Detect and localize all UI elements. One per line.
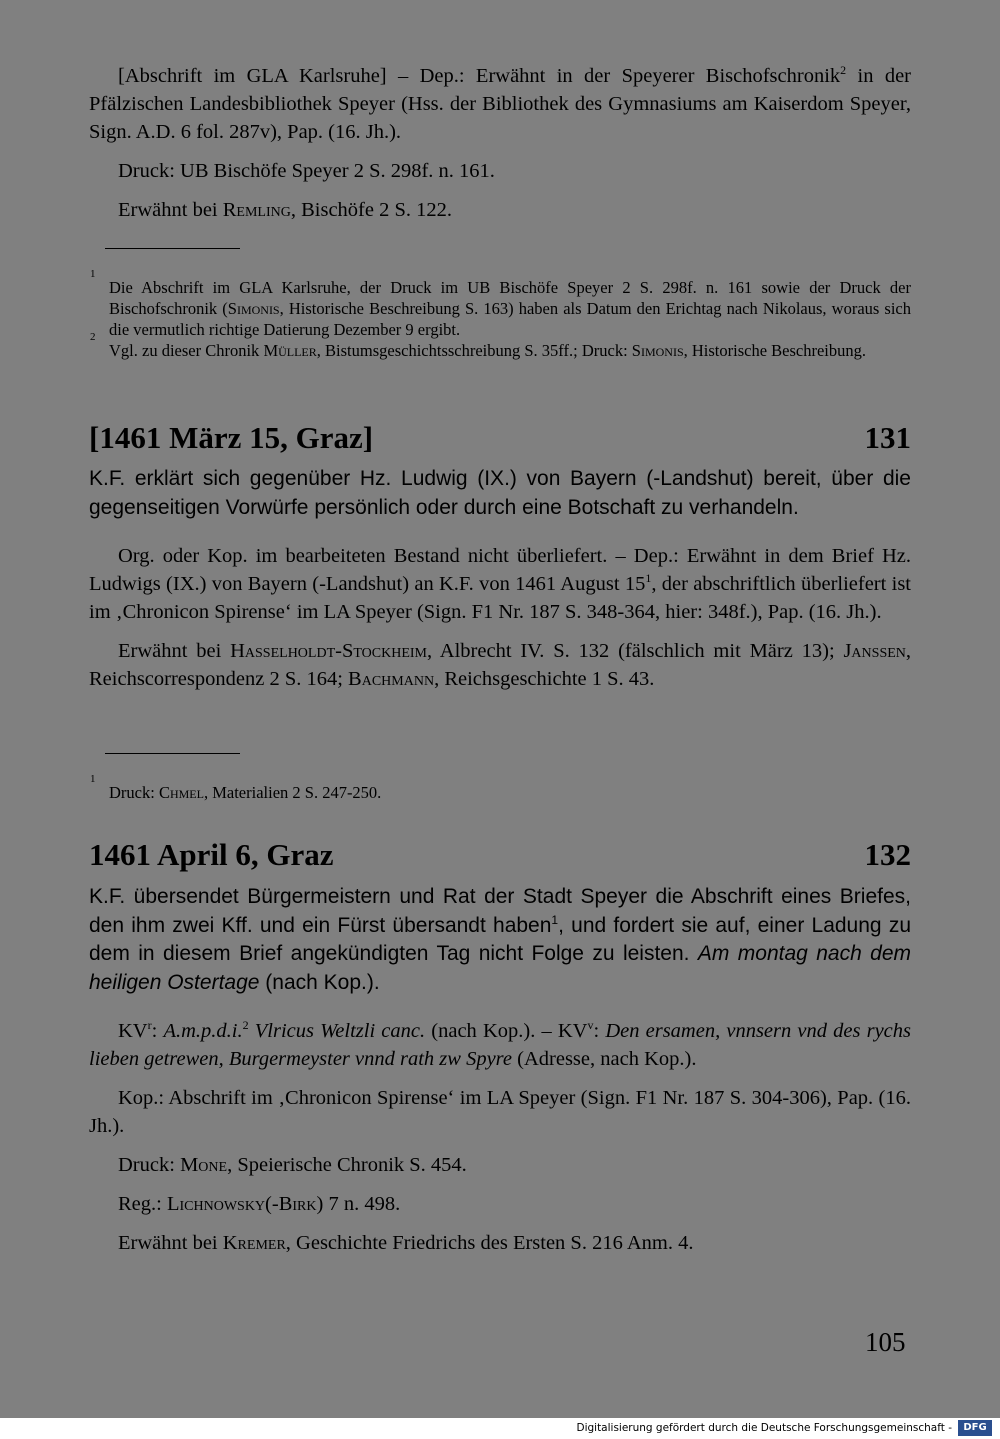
- archive-paragraph: [Abschrift im GLA Karlsruhe] – Dep.: Erwähnt in der Speyerer Bischofschronik$^2$ in der Pfälzischen Landesbibliothek Speyer (Hss. der Bibliothek des Gymnasiums am Kaiserdom Speyer, Sign. A.D. 6 fol. 287v), Pap. (16. Jh.).: [89, 63, 911, 143]
- entry-131-date: [1461 März 15, Graz]: [89, 420, 374, 455]
- druck-line: Druck: UB Bischöfe Speyer 2 S. 298f. n. 161.: [118, 160, 495, 182]
- footnote-1: 1 Druck: Chmel, Materialien 2 S. 247-250.: [90, 773, 382, 802]
- footnote-1: 1 Die Abschrift im GLA Karlsruhe, der Druck im UB Bischöfe Speyer 2 S. 298f. n. 161 sowie der Druck der Bischofschronik (Simonis, Historische Beschreibung S. 163) haben als Datum den Erichtag nach Nikolaus, woraus sich die vermutlich richtige Datierung Dezember 9 ergibt.: [90, 268, 911, 339]
- entry-132-number: 132: [864, 837, 911, 872]
- entry-131-tradition: Org. oder Kop. im bearbeiteten Bestand nicht überliefert. – Dep.: Erwähnt in dem Brief Hz. Ludwigs (IX.) von Bayern (-Landshut) an K.F. von 1461 August $15^1$, der abschriftlich überliefert ist im ‚Chronicon Spirense‘ im LA Speyer (Sign. F1 Nr. 187 S. 348-364, hier: 348f.), Pap. (16. Jh.).: [89, 545, 911, 623]
- entry-132-heading: [89, 837, 911, 873]
- dfg-logo: DFG: [958, 1420, 992, 1436]
- entry-132-literature: Erwähnt bei Kremer, Geschichte Friedrichs des Ersten S. 216 Anm. 4.: [118, 1232, 694, 1254]
- entry-131-number: 131: [864, 420, 911, 455]
- entry-131-footnote: [89, 773, 911, 803]
- footer-bar: [0, 1418, 1000, 1439]
- entry-132-reg: Reg.: Lichnowsky(-Birk) 7 n. 498.: [118, 1193, 401, 1215]
- footnote-divider: [105, 753, 240, 754]
- footnote-divider: [105, 248, 240, 249]
- continuation-text: [89, 62, 911, 224]
- entry-132-kop: Kop.: Abschrift im ‚Chronicon Spirense‘ im LA Speyer (Sign. F1 Nr. 187 S. 304-306), Pap. (16. Jh.).: [89, 1087, 911, 1137]
- entry-131-body: [89, 465, 911, 693]
- page-number: 105: [865, 1327, 906, 1357]
- erwaehnt-line: Erwähnt bei Remling, Bischöfe 2 S. 122.: [118, 199, 453, 221]
- entry-131-summary: K.F. erklärt sich gegenüber Hz. Ludwig (IX.) von Bayern (-Landshut) bereit, über die gegenseitigen Vorwürfe persönlich oder durch eine Botschaft zu verhandeln.: [89, 467, 911, 519]
- entry-131-literature: Erwähnt bei Hasselholdt-Stockheim, Albrecht IV. S. 132 (fälschlich mit März 13); Janssen, Reichscorrespondenz 2 S. 164; Bachmann, Reichsgeschichte 1 S. 43.: [89, 640, 912, 690]
- entry-132-date: 1461 April 6, Graz: [89, 837, 334, 872]
- footnote-2: 2 Vgl. zu dieser Chronik Müller, Bistumsgeschichtsschreibung S. 35ff.; Druck: Simonis, Historische Beschreibung.: [90, 331, 867, 360]
- entry-132-body: [89, 883, 911, 1257]
- entry-132-druck: Druck: Mone, Speierische Chronik S. 454.: [118, 1154, 467, 1176]
- entry-131-heading: [89, 420, 911, 456]
- footer-credit: Digitalisierung gefördert durch die Deutsche Forschungsgemeinschaft -: [576, 1422, 952, 1434]
- footnotes-top: [89, 268, 911, 361]
- entry-132-kv: $KV^r$: A.m.p.d.i.$^2$ Vlricus Weltzli canc. (nach Kop.). – $KV^v$: Den ersamen, vnnsern vnd des rychs lieben getrewen, Burgermeyster vnnd rath zw Spyre (Adresse, nach Kop.).: [89, 1018, 912, 1070]
- entry-132-summary: K.F. übersendet Bürgermeistern und Rat der Stadt Speyer die Abschrift eines Briefes, den ihm zwei Kff. und ein Fürst übersandt haben$^1$, und fordert sie auf, einer Ladung zu dem in diesem Brief angekündigten Tag nicht Folge zu leisten. Am montag nach dem heiligen Ostertage (nach Kop.).: [89, 885, 912, 994]
